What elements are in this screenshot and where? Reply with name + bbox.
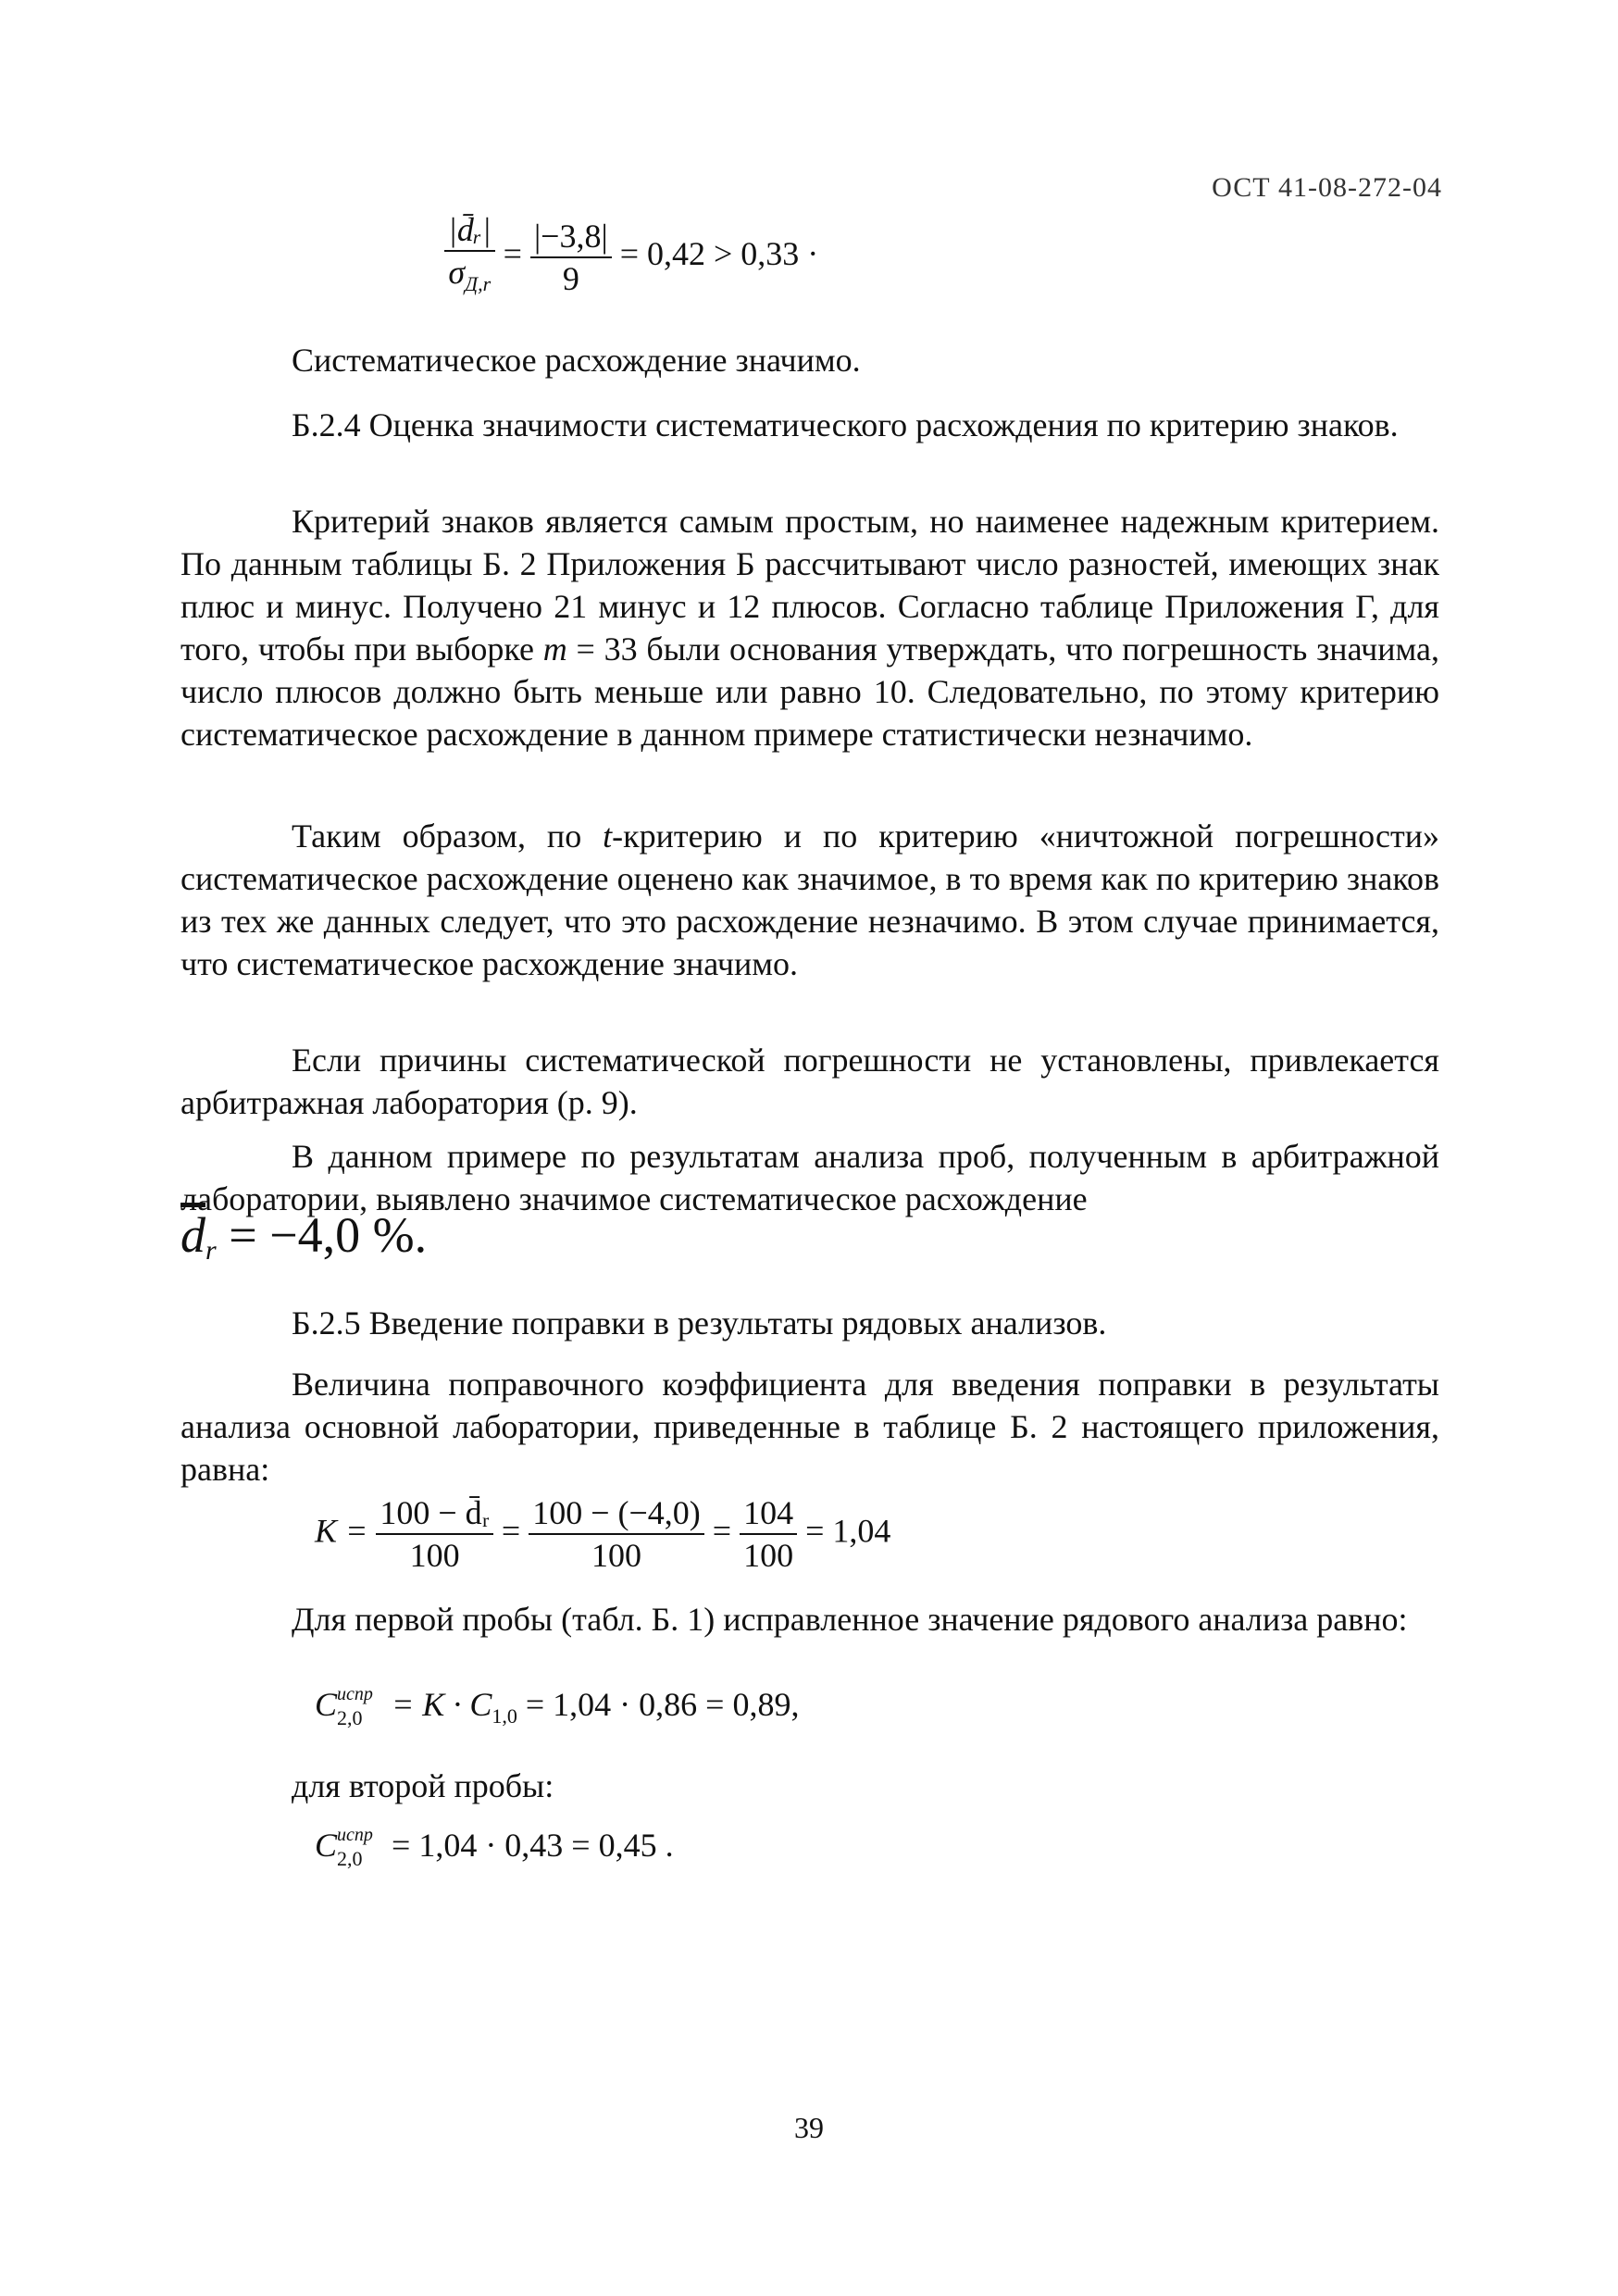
c-symbol: C — [315, 1686, 338, 1723]
d-subscript: r — [205, 1235, 217, 1266]
text-part: -критерию и по критерию «ничтожной погрешности» систематическое расхождение оценено как значимое, в то время как по критерию знаков из тех же данных следует, что это расхождение незначимо. В этом случае принимается, что систематическое расхождение значимо. — [180, 817, 1440, 982]
text-part: Таким образом, по — [292, 817, 604, 855]
fraction-d-sigma — [444, 209, 495, 305]
formula-d-value — [180, 1207, 427, 1279]
formula-part: = K · C — [383, 1686, 492, 1723]
fraction-numerator-value: |−3,8| — [530, 216, 612, 258]
document-code: ОСТ 41-08-272-04 — [1212, 172, 1442, 203]
coefficient-result: = 1,04 — [805, 1512, 891, 1550]
c-subscript-2: 1,0 — [492, 1704, 517, 1728]
fraction-2 — [529, 1492, 704, 1576]
text-part: Критерий знаков является самым простым, но наименее надежным критерием. По данным таблицы Б. 2 Приложения Б рассчитывают число разностей, имеющих знак плюс и минус. Получено 21 минус и 12 плюсов. Согласно таблице Приложения Г, для того, чтобы при выборке — [180, 503, 1439, 668]
c-superscript: испр — [337, 1684, 373, 1704]
fraction-3-num: 104 — [740, 1492, 797, 1535]
sigma-subscript: Д,r — [465, 272, 492, 295]
c-symbol: C — [315, 1827, 338, 1864]
paragraph-arbitration: Если причины систематической погрешности не установлены, привлекается арбитражная лаборатория (р. 9). — [180, 1042, 1439, 1121]
section-heading-b24: Б.2.4 Оценка значимости систематического расхождения по критерию знаков. — [292, 406, 1399, 443]
formula-result: = 1,04 · 0,86 = 0,89, — [517, 1686, 800, 1723]
formula-correction-coefficient: K = $\frac{\text{100 − d̄ᵣ}}{100}$ = $\frac{100 - (-4,0)}{100}$ = $\frac{104}{100}$ = 1,04 — [315, 1494, 891, 1574]
paragraph-first-sample: Для первой пробы (табл. Б. 1) исправленное значение рядового анализа равно: — [292, 1601, 1408, 1638]
sigma-symbol: σ — [448, 254, 466, 291]
formula-significance-ratio: $\frac{\text{|d̄ᵣ|}}{\sigma_{Д,r}}$ = $\frac{|-3,8|}{9}$ = 0,42 > 0,33 · — [444, 209, 818, 305]
c-subscript: 2,0 — [337, 1706, 363, 1729]
fraction-denominator — [444, 252, 495, 305]
c-superscript: испр — [337, 1825, 373, 1845]
fraction-3 — [740, 1492, 797, 1576]
paragraph-correction: Величина поправочного коэффициента для введения поправки в результаты анализа основной лаборатории, приведенные в таблице Б. 2 настоящего приложения, равна: — [180, 1366, 1439, 1488]
variable-t: t — [603, 817, 613, 855]
d-value: = −4,0 %. — [216, 1207, 428, 1263]
section-heading-b25: Б.2.5 Введение поправки в результаты рядовых анализов. — [292, 1304, 1107, 1341]
variable-m: m — [542, 630, 567, 668]
formula-second-sample — [315, 1824, 674, 1870]
fraction-3-den: 100 — [743, 1537, 794, 1574]
k-lhs: K = — [315, 1512, 368, 1550]
fraction-2-num: 100 − (−4,0) — [529, 1492, 704, 1535]
c-subscript: 2,0 — [337, 1847, 363, 1870]
paragraph-sign-criterion — [180, 500, 1439, 755]
page-number: 39 — [794, 2111, 824, 2144]
formula-result: = 1,04 · 0,43 = 0,45 . — [383, 1827, 674, 1864]
paragraph-conclusion — [180, 815, 1439, 985]
fraction-1-num: 100 − d̄ᵣ — [376, 1492, 493, 1535]
fraction-values — [530, 216, 612, 299]
text-part: = 33 — [566, 630, 647, 668]
paragraph-second-sample: для второй пробы: — [292, 1767, 554, 1804]
fraction-denominator-value: 9 — [562, 259, 579, 297]
fraction-2-den: 100 — [591, 1537, 641, 1574]
formula-result: = 0,42 > 0,33 · — [619, 234, 819, 272]
fraction-numerator: |d̄ᵣ| — [444, 209, 495, 252]
fraction-1-den: 100 — [409, 1537, 460, 1574]
d-bar-symbol: $\overline{d}$ — [180, 1207, 205, 1263]
paragraph-example: В данном примере по результатам анализа проб, полученным в арбитражной лаборатории, выявлено значимое систематическое расхождение — [180, 1138, 1439, 1217]
fraction-1 — [376, 1492, 493, 1576]
formula-first-sample — [315, 1683, 799, 1738]
paragraph-significant: Систематическое расхождение значимо. — [292, 342, 861, 379]
text-part: были основания утверждать, что погрешность значима, число плюсов должно быть меньше или равно 10. Следовательно, по этому критерию систематическое расхождение в данном примере статистически незначимо. — [180, 630, 1439, 753]
